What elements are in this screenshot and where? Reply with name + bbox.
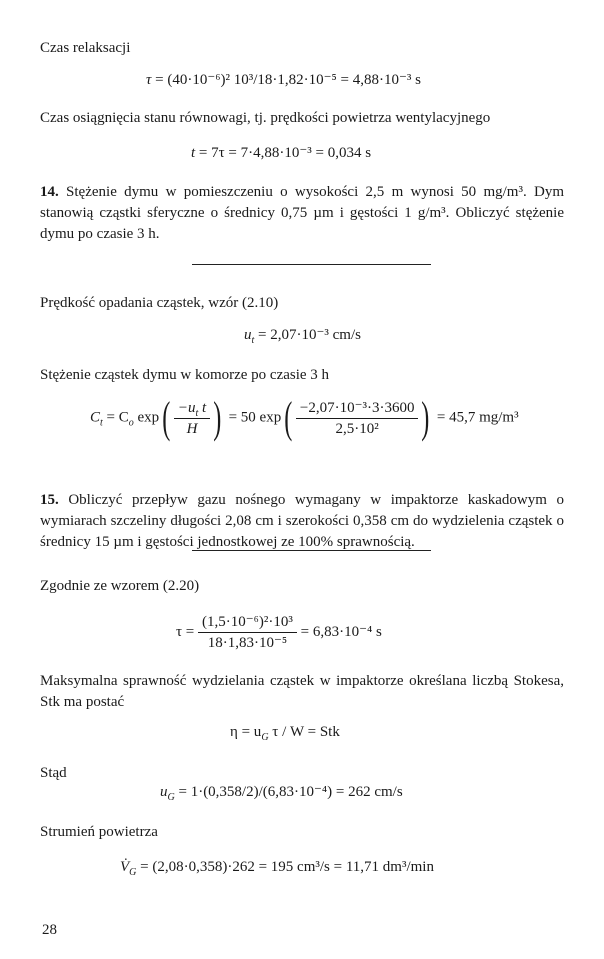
section-divider xyxy=(192,264,431,265)
airflow-text: Strumień powietrza xyxy=(40,824,158,840)
section-divider-2 xyxy=(192,550,431,551)
problem-14-number: 14. xyxy=(40,184,59,200)
airflow-equation: $V̇_G = (2,08\cdot 0,358)\cdot 262 = 195$ cm³/s = 11,71 dm³/min xyxy=(120,859,434,878)
concentration-text: Stężenie cząstek dymu w komorze po czasie 3 h xyxy=(40,367,330,383)
problem-15-text: Obliczyć przepływ gazu nośnego wymagany w impaktorze kaskadowym o wymiarach szczeliny długości 2,08 cm i szerokości 0,358 cm do wydzielenia cząstek o średnicy 15 µm i gęstości jednostkowej ze 100% sprawnością. xyxy=(40,492,564,550)
settling-equation: $u_t = 2,07\cdot 10^{-3}$ cm/s xyxy=(244,327,361,346)
exponent-fraction-numeric: $\frac{\text{−2,07·10⁻³·3·3600}}{\text{2,5·10²}}$ xyxy=(296,398,419,439)
exponent-fraction-symbolic: $\frac{-u_t t}{H}$ xyxy=(174,398,210,439)
equilibrium-equation: t = 7τ = 7·4,88·10⁻³ = 0,034 s xyxy=(191,145,372,161)
relaxation-equation: τ = (40·10⁻⁶)² 10³/18·1,82·10⁻⁵ = 4,88·10⁻³ s xyxy=(146,72,421,88)
problem-15-number: 15. xyxy=(40,492,59,508)
settling-text: Prędkość opadania cząstek, wzór (2.10) xyxy=(40,295,279,311)
concentration-equation: $C_t = C_o$ exp( $\frac{-u_t t}{H}$ ) = 50 exp( $\frac{\text{−2,07·10⁻³·3·3600}}{\text{2,5·10²}}$ ) = 45,7 mg/m³ xyxy=(90,393,519,442)
problem-15 xyxy=(40,490,564,553)
formula-220-text: Zgodnie ze wzorem (2.20) xyxy=(40,578,200,594)
formula-220-equation: τ = $\frac{\text{(1,5·10⁻⁶)²·10³}}{\text{18·1,83·10⁻⁵}}$ = 6,83·10⁻⁴ s xyxy=(176,614,382,651)
efficiency-equation: $\eta = u_G$ τ / W = Stk xyxy=(230,724,340,743)
page-number: 28 xyxy=(42,922,57,938)
hence-text: Stąd xyxy=(40,765,67,781)
tau-fraction: $\frac{\text{(1,5·10⁻⁶)²·10³}}{\text{18·1,83·10⁻⁵}}$ xyxy=(198,612,297,653)
problem-14 xyxy=(40,182,564,245)
relaxation-heading: Czas relaksacji xyxy=(40,40,131,56)
hence-equation: $u_G = 1\cdot(0,358/2)/(6,83\cdot 10^{-4}) = 262$ cm/s xyxy=(160,784,403,803)
equilibrium-text: Czas osiągnięcia stanu równowagi, tj. prędkości powietrza wentylacyjnego xyxy=(40,110,491,126)
problem-14-text: Stężenie dymu w pomieszczeniu o wysokości 2,5 m wynosi 50 mg/m³. Dym stanowią cząstki sferyczne o średnicy 0,75 µm i gęstości 1 g/m³. Obliczyć stężenie dymu po czasie 3 h. xyxy=(40,184,564,242)
efficiency-text: Maksymalna sprawność wydzielania cząstek w impaktorze określana liczbą Stokesa, Stk ma postać xyxy=(40,673,564,710)
